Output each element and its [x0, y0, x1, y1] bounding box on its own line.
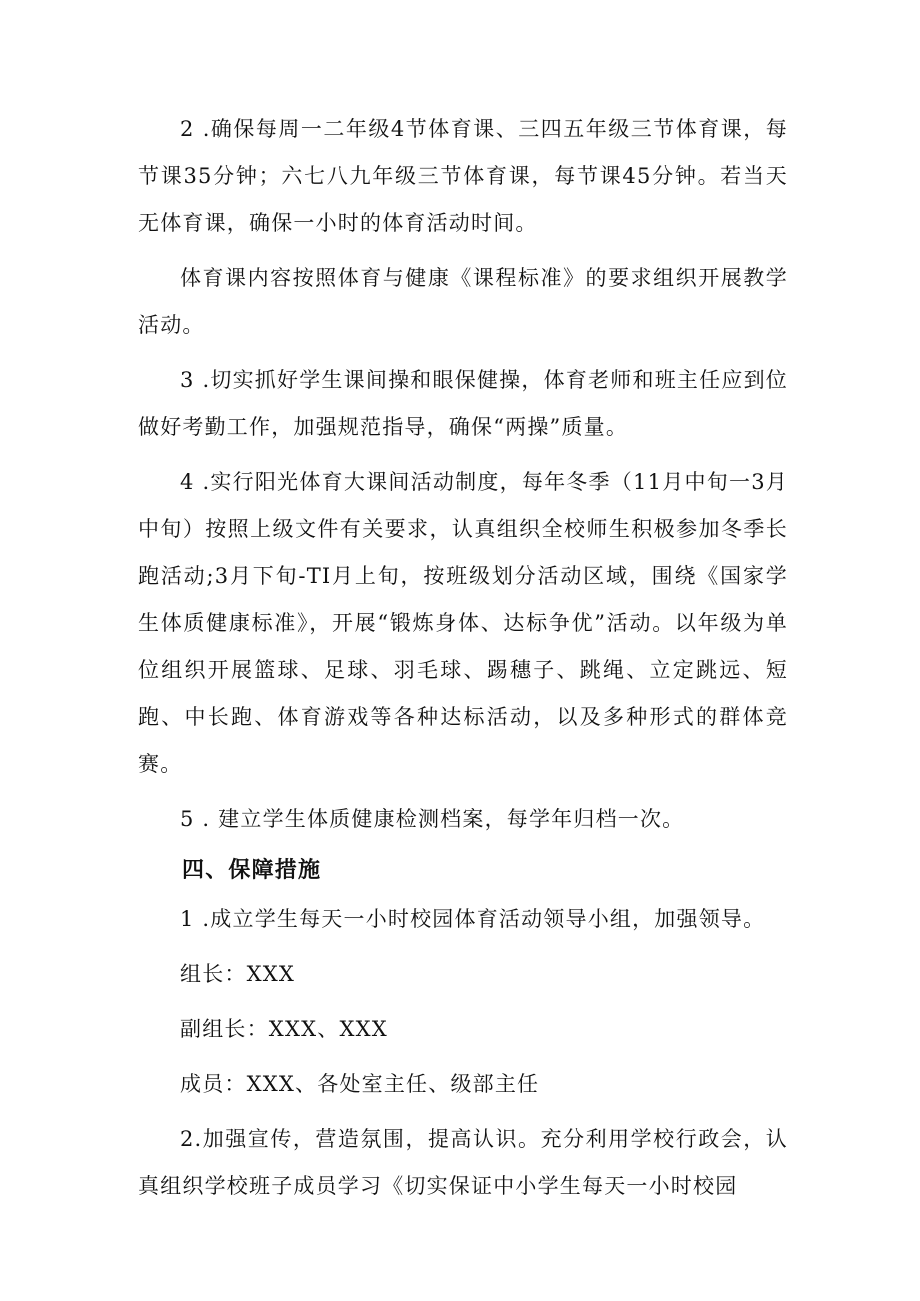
measure-item-1: 1 .成立学生每天一小时校园体育活动领导小组，加强领导。 — [180, 907, 766, 931]
paragraph-item-2: 2 .确保每周一二年级4节体育课、三四五年级三节体育课，每节课35分钟；六七八九年级三节体育课，每节课45分钟。若当天无体育课，确保一小时的体育活动时间。 — [138, 117, 788, 235]
paragraph-gap — [138, 349, 788, 357]
paragraph-gap — [138, 943, 788, 951]
paragraph-gap — [138, 1053, 788, 1061]
paragraph-item-5: 5 . 建立学生体质健康检测档案，每学年归档一次。 — [180, 807, 685, 831]
paragraph-item-4: 4 .实行阳光体育大课间活动制度，每年冬季（11月中旬一3月中旬）按照上级文件有关要求，认真组织全校师生积极参加冬季长跑活动;3月下旬-TI月上旬，按班级划分活动区域，围绕《国家学生体质健康标准》，开展“锻炼身体、达标争优”活动。以年级为单位组织开展篮球、足球、羽毛球、踢穗子、跳绳、立定跳远、短跑、中长跑、体育游戏等各种达标活动，以及多种形式的群体竞赛。 — [138, 470, 788, 776]
measure-item-2: 2.加强宣传，营造氛围，提高认识。充分利用学校行政会，认真组织学校班子成员学习《切实保证中小学生每天一小时校园 — [138, 1127, 788, 1198]
group-leader: 组长：XXX — [180, 962, 296, 986]
paragraph-gap — [138, 247, 788, 255]
paragraph-pe-content: 体育课内容按照体育与健康《课程标准》的要求组织开展教学活动。 — [138, 266, 788, 337]
group-members: 成员：XXX、各处室主任、级部主任 — [180, 1072, 540, 1096]
paragraph-gap — [138, 998, 788, 1006]
group-vice-leader: 副组长：XXX、XXX — [180, 1017, 388, 1041]
paragraph-gap — [138, 1108, 788, 1116]
paragraph-gap — [138, 788, 788, 796]
paragraph-item-3: 3 .切实抓好学生课间操和眼保健操，体育老师和班主任应到位做好考勤工作，加强规范指导，确保“两操”质量。 — [138, 368, 788, 439]
section-heading: 四、保障措施 — [182, 858, 322, 883]
document-body — [138, 106, 788, 1210]
paragraph-gap — [138, 451, 788, 459]
